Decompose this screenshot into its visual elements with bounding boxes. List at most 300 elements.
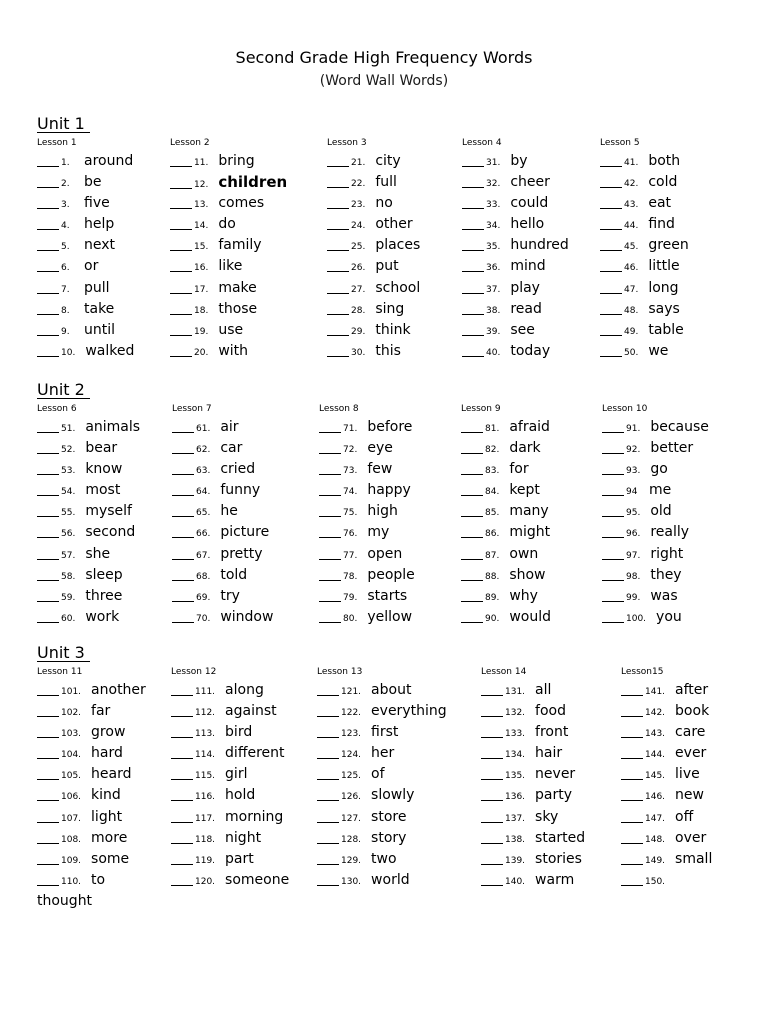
answer-blank xyxy=(461,453,483,454)
word: family xyxy=(218,237,262,254)
word: read xyxy=(510,300,542,317)
word-item xyxy=(602,586,709,607)
word: many xyxy=(509,503,549,520)
word-item xyxy=(37,680,146,701)
word-item xyxy=(37,459,140,480)
answer-blank xyxy=(317,822,339,823)
word: over xyxy=(675,829,707,846)
item-number: 94 xyxy=(626,487,638,498)
item-number: 31. xyxy=(486,157,501,168)
item-number: 106. xyxy=(61,792,82,803)
answer-blank xyxy=(37,864,59,865)
word: my xyxy=(367,524,390,541)
answer-blank xyxy=(172,537,194,538)
word-item xyxy=(621,701,712,722)
answer-blank xyxy=(37,758,59,759)
word: bear xyxy=(85,439,118,456)
answer-blank xyxy=(600,166,622,167)
answer-blank xyxy=(462,356,484,357)
item-number: 77. xyxy=(343,550,358,561)
word-item xyxy=(621,680,712,701)
word: know xyxy=(85,460,123,477)
word-item xyxy=(37,193,134,214)
word: few xyxy=(367,460,393,477)
word-item xyxy=(37,586,140,607)
answer-blank xyxy=(327,229,349,230)
item-number: 17. xyxy=(194,284,209,295)
word: people xyxy=(367,566,415,583)
lesson-7-column xyxy=(172,404,273,628)
item-number: 103. xyxy=(61,728,82,739)
word: kind xyxy=(91,787,121,804)
word-list xyxy=(481,680,585,892)
lesson-label: Lesson 11 xyxy=(37,667,83,677)
word-item xyxy=(481,785,585,806)
word: use xyxy=(218,322,244,338)
answer-blank xyxy=(171,800,193,801)
answer-blank xyxy=(37,495,59,496)
answer-blank xyxy=(461,622,483,623)
word-item xyxy=(600,214,689,235)
word: bird xyxy=(225,723,253,740)
lesson-label: Lesson 1 xyxy=(37,138,77,148)
item-number: 34. xyxy=(486,221,501,232)
answer-blank xyxy=(171,779,193,780)
word: right xyxy=(650,545,684,562)
word: find xyxy=(648,216,675,233)
page-subtitle: (Word Wall Words) xyxy=(319,73,449,89)
lesson-11-column xyxy=(37,667,146,891)
item-number: 53. xyxy=(61,465,76,476)
item-number: 33. xyxy=(486,199,501,210)
word-item xyxy=(600,278,689,299)
item-number: 38. xyxy=(486,305,501,316)
item-number: 150. xyxy=(645,877,666,888)
item-number: 115. xyxy=(195,771,216,782)
answer-blank xyxy=(37,250,59,251)
lesson-label: Lesson 14 xyxy=(481,667,527,677)
word: you xyxy=(656,609,682,626)
word-item xyxy=(170,235,287,256)
word: comes xyxy=(218,194,265,211)
word: dark xyxy=(509,439,541,456)
answer-blank xyxy=(37,885,59,886)
lesson-label: Lesson15 xyxy=(621,667,664,677)
answer-blank xyxy=(170,293,192,294)
item-number: 129. xyxy=(341,856,362,866)
word: hundred xyxy=(510,237,569,254)
item-number: 81. xyxy=(485,423,500,434)
answer-blank xyxy=(461,580,483,581)
answer-blank xyxy=(602,580,624,581)
item-number: 114. xyxy=(195,750,216,761)
word: before xyxy=(367,418,413,435)
word: far xyxy=(91,702,111,719)
answer-blank xyxy=(172,516,194,517)
answer-blank xyxy=(602,622,624,623)
item-number: 58. xyxy=(61,571,76,582)
answer-blank xyxy=(621,716,643,717)
word: other xyxy=(375,216,413,233)
item-number: 57. xyxy=(61,550,76,561)
item-number: 52. xyxy=(61,444,76,455)
answer-blank xyxy=(462,293,484,294)
word: was xyxy=(650,588,678,604)
word-item xyxy=(37,235,134,256)
word: try xyxy=(220,588,240,604)
item-number: 111. xyxy=(195,686,216,697)
item-number: 36. xyxy=(486,263,501,274)
word-item xyxy=(317,743,447,764)
item-number: 63. xyxy=(196,465,211,476)
word: would xyxy=(509,609,551,626)
word-item xyxy=(600,341,689,362)
word-item xyxy=(327,299,420,320)
word: pretty xyxy=(220,545,263,562)
word-item xyxy=(327,193,420,214)
word-item xyxy=(600,193,689,214)
lesson-6-column xyxy=(37,404,140,628)
word-item xyxy=(170,193,287,214)
answer-blank xyxy=(37,622,59,623)
word-item xyxy=(461,459,551,480)
word: second xyxy=(85,524,136,541)
item-number: 45. xyxy=(624,242,639,253)
word-item xyxy=(602,565,709,586)
answer-blank xyxy=(602,453,624,454)
item-number: 48. xyxy=(624,305,639,316)
word: more xyxy=(91,829,128,846)
word-item xyxy=(319,438,415,459)
answer-blank xyxy=(319,580,341,581)
answer-blank xyxy=(481,779,503,780)
word: air xyxy=(220,418,239,435)
answer-blank xyxy=(317,864,339,865)
item-number: 121. xyxy=(341,686,362,697)
item-number: 117. xyxy=(195,813,216,824)
word: both xyxy=(648,152,681,169)
item-number: 32. xyxy=(486,178,501,189)
answer-blank xyxy=(37,453,59,454)
word: told xyxy=(220,566,248,583)
lesson-10-column xyxy=(602,404,709,628)
item-number: 26. xyxy=(351,263,366,274)
answer-blank xyxy=(600,293,622,294)
answer-blank xyxy=(600,356,622,357)
word: me xyxy=(649,482,672,499)
word: with xyxy=(218,343,249,360)
word-item xyxy=(462,299,569,320)
item-number: 67. xyxy=(196,550,211,561)
answer-blank xyxy=(319,474,341,475)
item-number: 10. xyxy=(61,348,76,359)
item-number: 11. xyxy=(194,157,209,168)
word-list xyxy=(461,417,551,629)
answer-blank xyxy=(461,559,483,560)
item-number: 13. xyxy=(194,199,209,210)
word: stories xyxy=(535,851,582,867)
word-item xyxy=(602,501,709,522)
word: own xyxy=(509,545,539,562)
word: hair xyxy=(535,745,563,762)
word-item xyxy=(602,522,709,543)
item-number: 61. xyxy=(196,423,211,434)
word: for xyxy=(509,460,529,477)
item-number: 74. xyxy=(343,487,358,498)
word-item xyxy=(170,214,287,235)
item-number: 9. xyxy=(61,327,70,337)
word-item xyxy=(37,256,134,277)
word-item xyxy=(37,544,140,565)
word-item xyxy=(327,278,420,299)
word: sky xyxy=(535,808,559,825)
word-item xyxy=(170,299,287,320)
item-number: 28. xyxy=(351,305,366,316)
item-number: 4. xyxy=(61,221,70,232)
answer-blank xyxy=(600,229,622,230)
item-number: 108. xyxy=(61,834,82,845)
word: against xyxy=(225,702,277,719)
word-item xyxy=(461,565,551,586)
item-number: 99. xyxy=(626,593,641,603)
word: cheer xyxy=(510,173,550,190)
word-item xyxy=(171,828,289,849)
word: myself xyxy=(85,503,132,520)
answer-blank xyxy=(600,208,622,209)
item-number: 79. xyxy=(343,593,358,603)
word-item xyxy=(37,701,146,722)
word-item xyxy=(37,480,140,501)
page-title: Second Grade High Frequency Words xyxy=(235,48,533,67)
answer-blank xyxy=(462,250,484,251)
word-list xyxy=(462,151,569,363)
word-item xyxy=(37,320,134,341)
answer-blank xyxy=(37,166,59,167)
answer-blank xyxy=(37,601,59,602)
item-number: 85. xyxy=(485,508,500,519)
word: sleep xyxy=(85,566,123,583)
item-number: 134. xyxy=(505,750,526,761)
item-number: 91. xyxy=(626,423,641,434)
item-number: 70. xyxy=(196,614,211,625)
item-number: 95. xyxy=(626,508,641,519)
word: no xyxy=(375,194,393,211)
word: animals xyxy=(85,418,141,435)
word-list xyxy=(37,417,140,629)
word: thought xyxy=(37,893,93,909)
answer-blank xyxy=(37,271,59,272)
item-number: 22. xyxy=(351,178,366,189)
item-number: 90. xyxy=(485,614,500,625)
word: today xyxy=(510,343,551,360)
word-item xyxy=(600,299,689,320)
item-number: 72. xyxy=(343,444,358,455)
word-list xyxy=(317,680,447,892)
word: might xyxy=(509,524,551,541)
answer-blank xyxy=(170,229,192,230)
word: we xyxy=(648,343,669,360)
word-item xyxy=(461,438,551,459)
item-number: 59. xyxy=(61,593,76,603)
word-item xyxy=(461,544,551,565)
answer-blank xyxy=(600,314,622,315)
word-list xyxy=(621,680,712,892)
item-number: 46. xyxy=(624,263,639,274)
word-item xyxy=(37,417,140,438)
answer-blank xyxy=(319,601,341,602)
word: could xyxy=(510,194,549,211)
item-number: 127. xyxy=(341,813,362,824)
item-number: 96. xyxy=(626,529,641,540)
item-number: 21. xyxy=(351,157,366,168)
item-number: 137. xyxy=(505,813,526,824)
word-item xyxy=(171,764,289,785)
word-item xyxy=(481,849,585,870)
answer-blank xyxy=(37,537,59,538)
word: walked xyxy=(85,343,135,360)
word-item xyxy=(171,849,289,870)
lesson-4-column xyxy=(462,138,569,362)
word: because xyxy=(650,418,709,435)
word-item xyxy=(37,785,146,806)
answer-blank xyxy=(462,335,484,336)
answer-blank xyxy=(171,716,193,717)
lesson-label: Lesson 12 xyxy=(171,667,217,677)
unit-heading: Unit 2 xyxy=(37,381,90,399)
answer-blank xyxy=(172,453,194,454)
word: happy xyxy=(367,482,411,499)
word-item xyxy=(172,607,273,628)
item-number: 100. xyxy=(626,614,647,625)
answer-blank xyxy=(621,758,643,759)
word-item xyxy=(37,501,140,522)
item-number: 132. xyxy=(505,707,526,718)
answer-blank xyxy=(621,779,643,780)
word: better xyxy=(650,439,694,456)
word-item xyxy=(462,278,569,299)
answer-blank xyxy=(462,229,484,230)
item-number: 73. xyxy=(343,465,358,476)
word-item xyxy=(317,764,447,785)
answer-blank xyxy=(327,166,349,167)
word: take xyxy=(84,300,115,317)
item-number: 136. xyxy=(505,792,526,803)
word: along xyxy=(225,681,264,698)
word-item xyxy=(317,828,447,849)
item-number: 50. xyxy=(624,348,639,359)
answer-blank xyxy=(317,716,339,717)
answer-blank xyxy=(602,537,624,538)
answer-blank xyxy=(600,335,622,336)
word: of xyxy=(371,766,385,783)
word: grow xyxy=(91,723,126,740)
word: everything xyxy=(371,702,447,719)
word-item xyxy=(462,320,569,341)
word-item xyxy=(462,235,569,256)
answer-blank xyxy=(317,843,339,844)
answer-blank xyxy=(462,208,484,209)
word-list xyxy=(37,680,146,892)
word-item xyxy=(462,214,569,235)
item-number: 15. xyxy=(194,242,209,253)
word-item xyxy=(327,256,420,277)
answer-blank xyxy=(327,208,349,209)
word: bring xyxy=(218,152,255,169)
answer-blank xyxy=(170,314,192,315)
word-list xyxy=(172,417,273,629)
item-number: 125. xyxy=(341,771,362,782)
answer-blank xyxy=(170,356,192,357)
item-number: 39. xyxy=(486,327,501,337)
item-number: 139. xyxy=(505,856,526,866)
word: heard xyxy=(91,766,132,783)
word: really xyxy=(650,524,690,541)
word-item xyxy=(171,743,289,764)
word-item xyxy=(600,235,689,256)
word: think xyxy=(375,322,411,338)
word: someone xyxy=(225,872,290,889)
word-item xyxy=(327,214,420,235)
answer-blank xyxy=(481,716,503,717)
answer-blank xyxy=(37,474,59,475)
answer-blank xyxy=(37,314,59,315)
item-number: 3. xyxy=(61,199,70,210)
word-item xyxy=(172,459,273,480)
word: all xyxy=(535,681,552,698)
word: starts xyxy=(367,588,408,604)
item-number: 87. xyxy=(485,550,500,561)
word: places xyxy=(375,237,421,254)
word: kept xyxy=(509,482,540,499)
answer-blank xyxy=(171,885,193,886)
answer-blank xyxy=(481,695,503,696)
word-item xyxy=(621,849,712,870)
item-number: 101. xyxy=(61,686,82,697)
lesson-3-column xyxy=(327,138,420,362)
word-item xyxy=(317,849,447,870)
word-list xyxy=(37,151,134,363)
word-item xyxy=(621,828,712,849)
item-number: 126. xyxy=(341,792,362,803)
lesson-label: Lesson 2 xyxy=(170,138,210,148)
word-item xyxy=(37,722,146,743)
word-item xyxy=(37,743,146,764)
word: hello xyxy=(510,216,545,233)
word: off xyxy=(675,808,694,825)
answer-blank xyxy=(37,822,59,823)
word: car xyxy=(220,439,243,456)
word: to xyxy=(91,872,106,889)
answer-blank xyxy=(481,885,503,886)
word-item xyxy=(481,828,585,849)
word-item xyxy=(37,299,134,320)
item-number: 98. xyxy=(626,571,641,582)
word-item xyxy=(602,417,709,438)
answer-blank xyxy=(621,737,643,738)
word-item xyxy=(319,417,415,438)
item-number: 83. xyxy=(485,465,500,476)
item-number: 93. xyxy=(626,465,641,476)
word-item xyxy=(170,172,287,193)
answer-blank xyxy=(317,800,339,801)
word: new xyxy=(675,787,704,804)
word: next xyxy=(84,237,116,254)
word: front xyxy=(535,723,569,740)
word: put xyxy=(375,258,399,275)
item-number: 118. xyxy=(195,834,216,845)
word: some xyxy=(91,851,130,867)
item-number: 84. xyxy=(485,487,500,498)
